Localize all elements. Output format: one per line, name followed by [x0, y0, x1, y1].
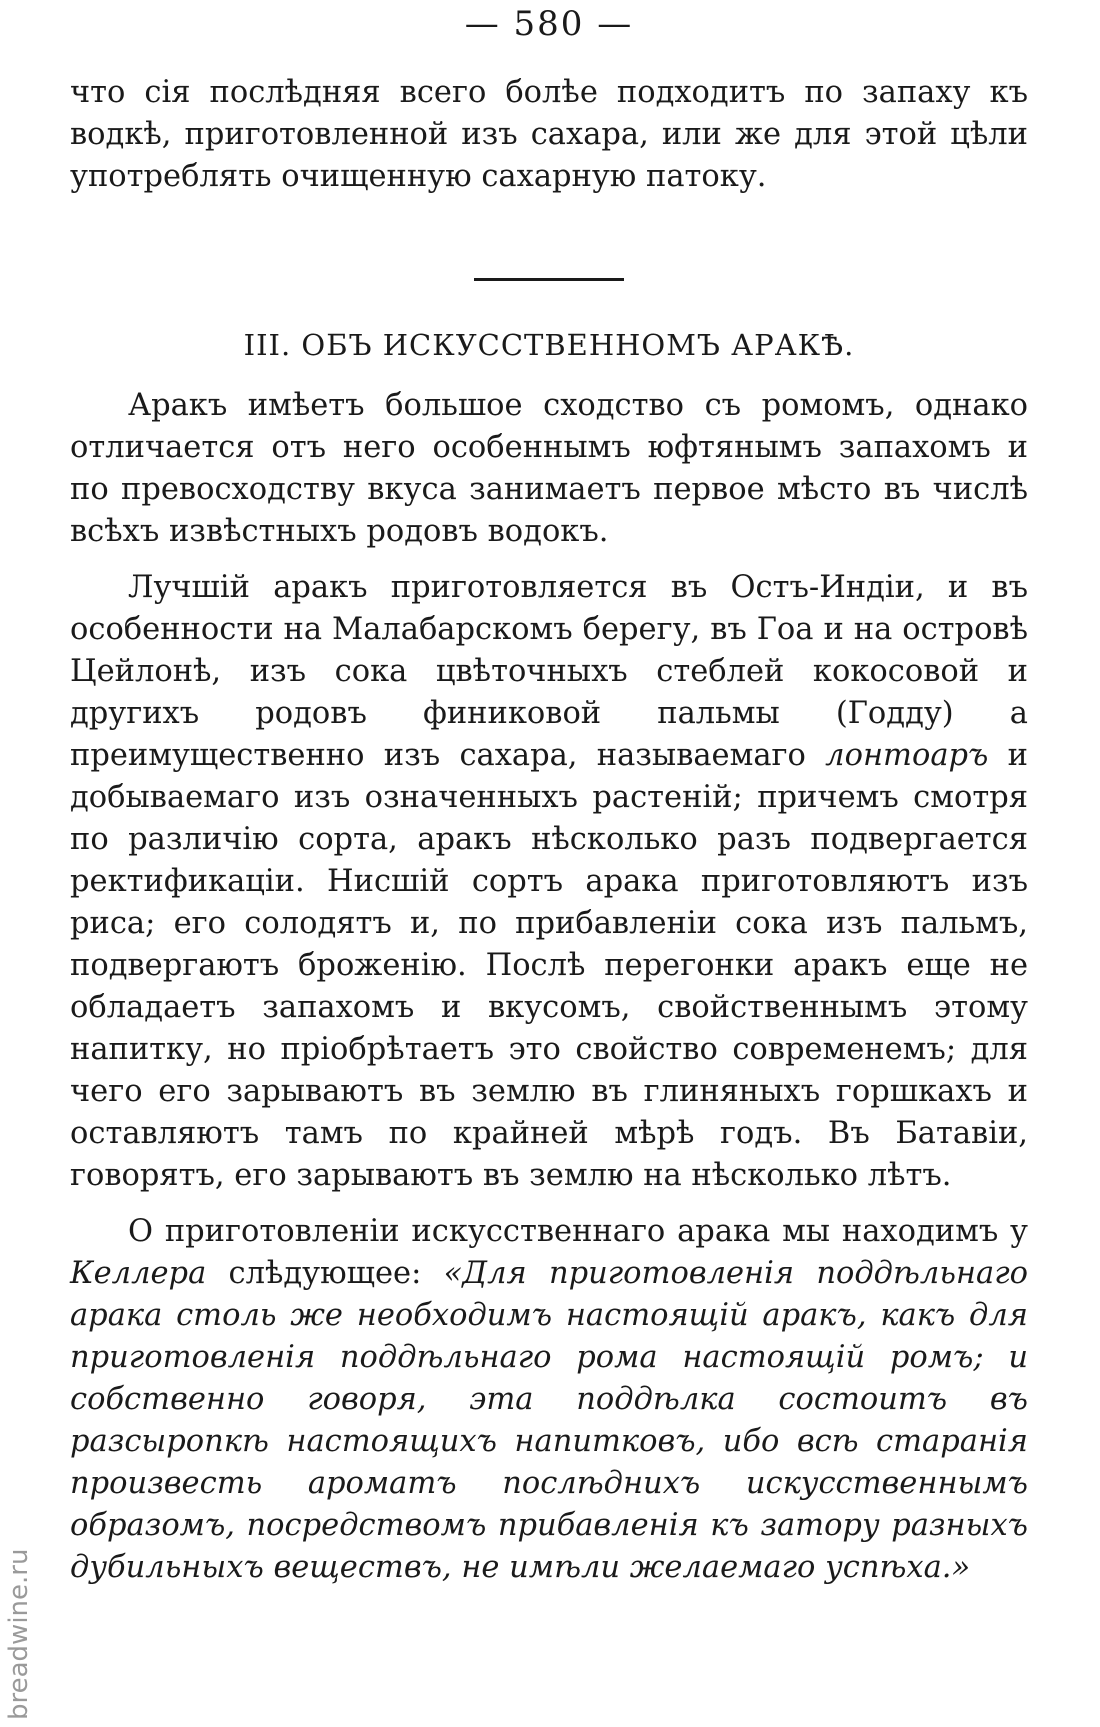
paragraph-3-part-1: О приготовленіи искусственнаго арака мы находимъ у [128, 1214, 1028, 1249]
paragraph-2 [70, 567, 1028, 1197]
paragraph-3-text [70, 1211, 1028, 1589]
document-page [70, 0, 1028, 1589]
watermark-text: breadwine.ru [4, 1548, 34, 1720]
paragraph-3-part-2: слѣдующее: [228, 1256, 422, 1291]
paragraph-1 [70, 385, 1028, 553]
paragraph-3-italic-author: Келлера [70, 1256, 207, 1291]
paragraph-2-part-2: и добываемаго изъ означенныхъ растеній; причемъ смотря по различію сорта, аракъ нѣсколько разъ подвергается ректификаціи. Нисшій сортъ арака приготовляютъ изъ риса; его солодятъ и, по прибавленіи сока изъ пальмъ, подвергаютъ броженію. Послѣ перегонки аракъ еще не обладаетъ запахомъ и вкусомъ, свойственнымъ этому напитку, но пріобрѣтаетъ это свойство современемъ; для чего его зарываютъ въ землю въ глиняныхъ горшкахъ и оставляютъ тамъ по крайней мѣрѣ годъ. Въ Батавіи, говорятъ, его зарываютъ въ землю на нѣсколько лѣтъ. [70, 738, 1028, 1193]
section-divider [474, 278, 624, 281]
paragraph-2-part-1: Лучшій аракъ приготовляется въ Остъ-Индіи, и въ особенности на Малабарскомъ берегу, въ Гоа и на островѣ Цейлонѣ, изъ сока цвѣточныхъ стеблей кокосовой и другихъ родовъ финиковой пальмы (Годду) а преимущественно изъ сахара, называемаго [70, 570, 1028, 773]
continuation-paragraph [70, 72, 1028, 198]
paragraph-2-italic-term: лонтоаръ [825, 738, 989, 773]
continuation-text: что сія послѣдняя всего болѣе подходитъ по запаху къ водкѣ, приготовленной изъ сахара, или же для этой цѣли употреблять очищенную сахарную патоку. [70, 75, 1028, 194]
section-title: III. ОБЪ ИСКУССТВЕННОМЪ АРАКѢ. [243, 328, 855, 362]
paragraph-2-text [70, 567, 1028, 1197]
page-number: — 580 — [464, 4, 634, 44]
paragraph-1-text: Аракъ имѣетъ большое сходство съ ромомъ, однако отличается отъ него особеннымъ юфтянымъ запахомъ и по превосходству вкуса занимаетъ первое мѣсто въ числѣ всѣхъ извѣстныхъ родовъ водокъ. [70, 388, 1028, 549]
paragraph-3-italic-quote: «Для приготовленія поддѣльнаго арака столь же необходимъ настоящій аракъ, какъ для приготовленія поддѣльнаго рома настоящій ромъ; и собственно говоря, эта поддѣлка состоитъ въ разсыропкѣ настоящихъ напитковъ, ибо всѣ старанія произвесть ароматъ послѣднихъ искусственнымъ образомъ, посредствомъ прибавленія къ затору разныхъ дубильныхъ веществъ, не имѣли желаемаго успѣха.» [70, 1256, 1028, 1585]
watermark [2, 1300, 42, 1720]
paragraph-3 [70, 1211, 1028, 1589]
